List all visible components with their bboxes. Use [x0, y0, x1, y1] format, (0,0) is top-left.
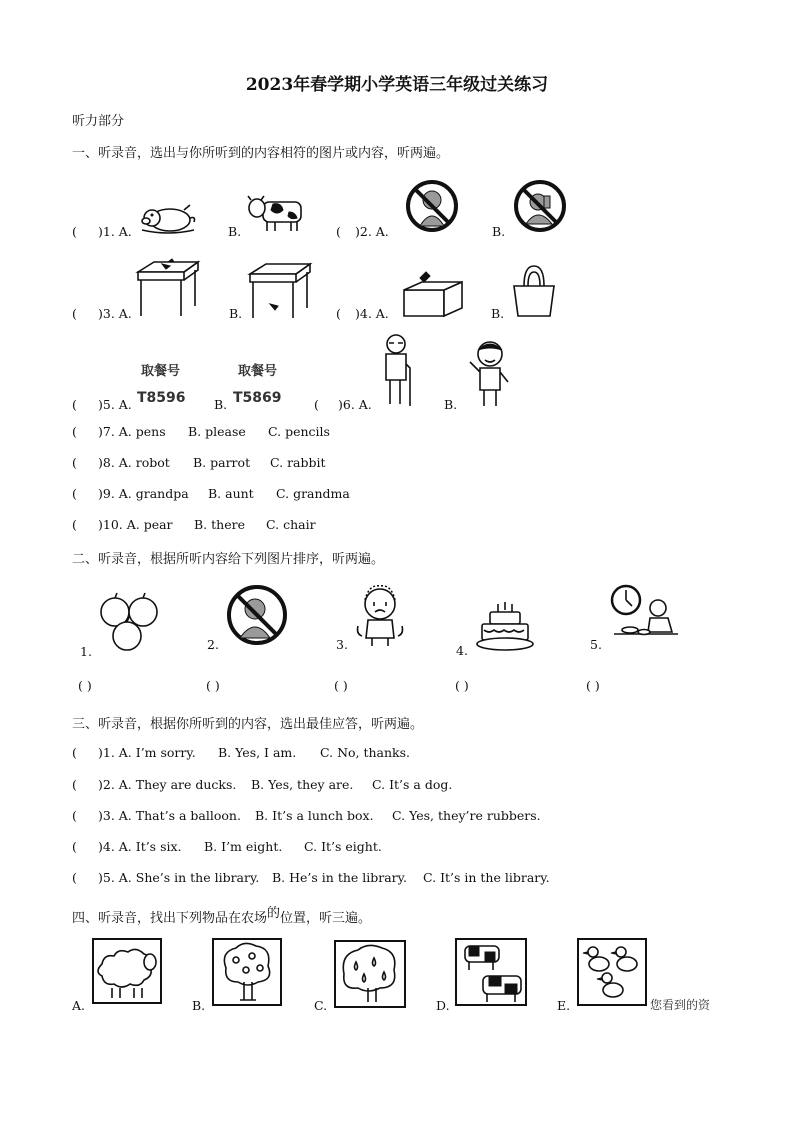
no-drinking-sign-image	[512, 176, 568, 234]
answer-paren: (	[336, 224, 341, 239]
section-1-heading: 一、听录音，选出与你所听到的内容相符的图片或内容，听两遍。	[72, 146, 450, 161]
answer-paren: (	[72, 486, 77, 501]
q9-option-c: C. grandma	[276, 486, 350, 501]
q6-label: )6. A.	[338, 397, 372, 412]
s2-answer-blank[interactable]: ( )	[586, 678, 600, 693]
cow-image	[247, 192, 307, 234]
boy-crying-image	[354, 584, 406, 648]
grandpa-image	[378, 334, 414, 408]
answer-paren: (	[72, 306, 77, 321]
q3-option-b: B.	[229, 306, 243, 321]
s2-answer-blank[interactable]: ( )	[206, 678, 220, 693]
s4-label-d: D.	[436, 998, 450, 1013]
q1-label: )1. A.	[98, 224, 132, 239]
q1-option-b: B.	[228, 224, 242, 239]
apple-tree-image	[212, 938, 282, 1006]
answer-paren: (	[336, 306, 341, 321]
desk-with-item-under-image	[248, 262, 312, 320]
q2-option-b: B.	[492, 224, 506, 239]
s2-item-4-number: 4.	[456, 643, 468, 658]
sheep-image	[92, 938, 162, 1004]
s2-answer-blank[interactable]: ( )	[455, 678, 469, 693]
q5-option-b: B.	[214, 397, 228, 412]
q5-b-ticket-code: T5869	[233, 390, 282, 406]
s3-q1-option-b: B. Yes, I am.	[218, 745, 297, 760]
s2-item-1-number: 1.	[80, 644, 92, 659]
s3-q4-option-c: C. It’s eight.	[304, 839, 382, 854]
clock-and-dinner-image	[610, 584, 680, 648]
s4-label-b: B.	[192, 998, 206, 1013]
answer-paren: (	[72, 870, 77, 885]
section-3-heading: 三、听录音，根据你所听到的内容，选出最佳应答，听两遍。	[72, 717, 424, 732]
part-label: 听力部分	[72, 114, 125, 129]
s2-item-5-number: 5.	[590, 637, 602, 652]
s3-q5-label: )5. A. She’s in the library.	[98, 870, 260, 885]
q5-label: )5. A.	[98, 397, 132, 412]
q2-label: )2. A.	[355, 224, 389, 239]
q4-option-b: B.	[491, 306, 505, 321]
answer-paren: (	[72, 808, 77, 823]
q3-label: )3. A.	[98, 306, 132, 321]
s3-q5-option-c: C. It’s in the library.	[423, 870, 550, 885]
q8-label: )8. A. robot	[98, 455, 170, 470]
bag-image	[510, 264, 558, 318]
birthday-cake-image	[476, 600, 534, 652]
s3-q5-option-b: B. He’s in the library.	[272, 870, 408, 885]
s4-label-c: C.	[314, 998, 328, 1013]
section-2-heading: 二、听录音，根据所听内容给下列图片排序，听两遍。	[72, 552, 385, 567]
s3-q2-option-b: B. Yes, they are.	[251, 777, 354, 792]
s3-q3-label: )3. A. That’s a balloon.	[98, 808, 241, 823]
q5-b-ticket-label: 取餐号	[238, 364, 278, 379]
answer-paren: (	[72, 517, 77, 532]
s3-q3-option-b: B. It’s a lunch box.	[255, 808, 374, 823]
s3-q4-option-b: B. I’m eight.	[204, 839, 283, 854]
q6-option-b: B.	[444, 397, 458, 412]
answer-paren: (	[72, 777, 77, 792]
pear-tree-image	[334, 940, 406, 1008]
s3-q2-label: )2. A. They are ducks.	[98, 777, 237, 792]
answer-paren: (	[72, 745, 77, 760]
q10-option-b: B. there	[194, 517, 245, 532]
s2-answer-blank[interactable]: ( )	[78, 678, 92, 693]
answer-paren: (	[314, 397, 319, 412]
section-4-heading-part-b: 位置，听三遍。	[280, 911, 372, 926]
ducks-image	[577, 938, 647, 1006]
boy-waving-image	[466, 340, 512, 408]
q9-option-b: B. aunt	[208, 486, 254, 501]
answer-paren: (	[72, 455, 77, 470]
no-eating-sign-image	[224, 584, 290, 646]
s2-item-2-number: 2.	[207, 637, 219, 652]
q4-label: )4. A.	[355, 306, 389, 321]
section-4-heading-part-a: 四、听录音，找出下列物品在农场	[72, 911, 268, 926]
q7-option-b: B. please	[188, 424, 246, 439]
answer-paren: (	[72, 424, 77, 439]
s4-label-a: A.	[72, 998, 86, 1013]
s3-q2-option-c: C. It’s a dog.	[372, 777, 453, 792]
answer-paren: (	[72, 224, 77, 239]
s3-q1-option-c: C. No, thanks.	[320, 745, 411, 760]
q10-option-c: C. chair	[266, 517, 316, 532]
q5-a-ticket-code: T8596	[137, 390, 186, 406]
q8-option-b: B. parrot	[193, 455, 251, 470]
q7-option-c: C. pencils	[268, 424, 330, 439]
trailing-text: 您看到的资	[650, 998, 711, 1012]
s2-item-3-number: 3.	[336, 637, 348, 652]
section-4-heading-superscript: 的	[267, 906, 281, 921]
q10-label: )10. A. pear	[98, 517, 173, 532]
apples-image	[97, 592, 161, 654]
answer-paren: (	[72, 397, 77, 412]
section-4-heading	[72, 907, 371, 926]
s3-q1-label: )1. A. I’m sorry.	[98, 745, 196, 760]
box-image	[402, 270, 466, 318]
s3-q4-label: )4. A. It’s six.	[98, 839, 182, 854]
s2-answer-blank[interactable]: ( )	[334, 678, 348, 693]
q8-option-c: C. rabbit	[270, 455, 326, 470]
q5-a-ticket-label: 取餐号	[141, 364, 181, 379]
q7-label: )7. A. pens	[98, 424, 166, 439]
q9-label: )9. A. grandpa	[98, 486, 189, 501]
s4-label-e: E.	[557, 998, 571, 1013]
s3-q3-option-c: C. Yes, they’re rubbers.	[392, 808, 541, 823]
desk-with-item-on-top-image	[136, 258, 200, 320]
answer-paren: (	[72, 839, 77, 854]
pig-image	[138, 196, 198, 236]
page-title: 2023年春学期小学英语三年级过关练习	[245, 75, 549, 95]
cows-image	[455, 938, 527, 1006]
no-eating-sign-image	[404, 176, 460, 234]
